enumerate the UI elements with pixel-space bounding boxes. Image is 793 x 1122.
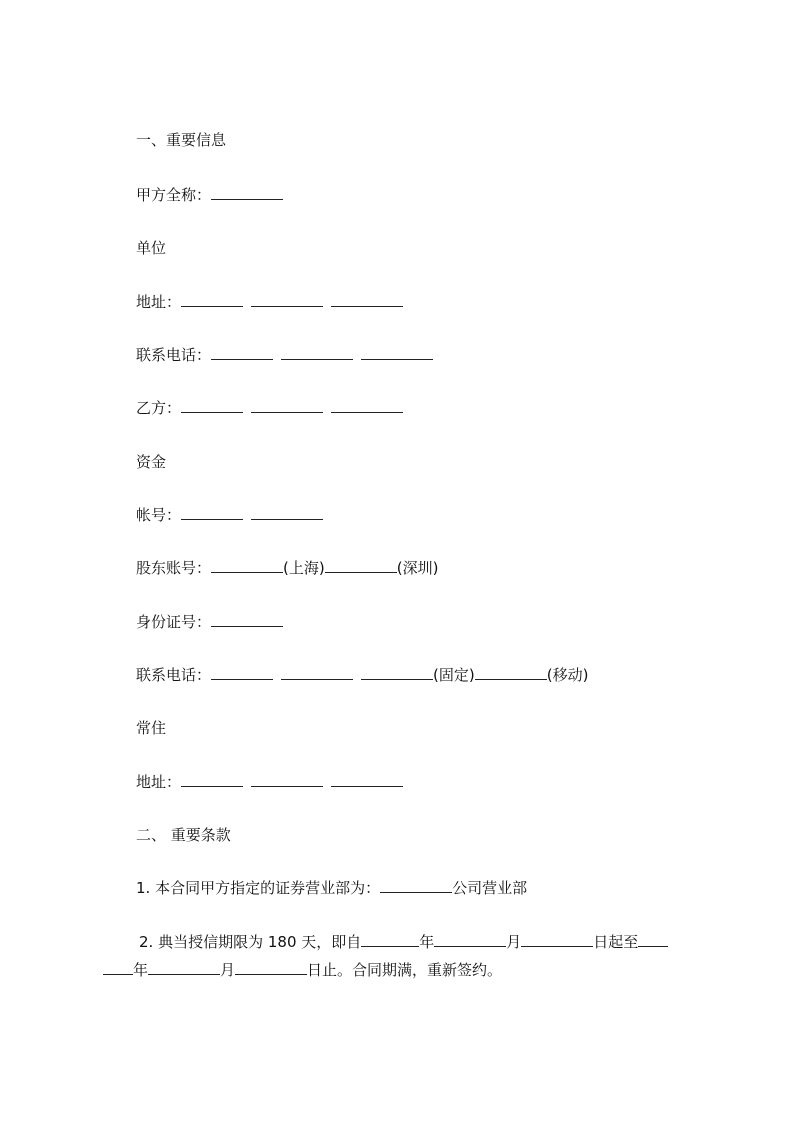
mobile-label: (移动) (546, 666, 589, 684)
party-a-full-name-label: 甲方全称： (136, 186, 212, 204)
clause1-num: 1. (136, 879, 151, 897)
clause1-text-before: 本合同甲方指定的证券营业部为： (155, 879, 381, 897)
capital-label: 资金 (136, 453, 167, 471)
party-b-blank-1[interactable] (181, 398, 243, 413)
end-day-label: 日止。合同期满，重新签约。 (307, 961, 503, 979)
start-day-label: 日起至 (593, 933, 639, 951)
phone-blank-2[interactable] (281, 345, 353, 360)
party-b-row (136, 398, 403, 418)
shareholder-account-row (136, 558, 438, 578)
end-month-label: 月 (220, 961, 236, 979)
party-b-blank-3[interactable] (331, 398, 403, 413)
party-a-phone-row (136, 345, 433, 365)
start-year-label: 年 (419, 933, 435, 951)
party-a-full-name-blank[interactable] (211, 185, 283, 200)
section2-title: 二、 重要条款 (136, 826, 231, 844)
shenzhen-label: (深圳) (396, 559, 439, 577)
shanghai-account-blank[interactable] (211, 558, 283, 573)
start-year-blank[interactable] (361, 932, 419, 947)
end-year-blank-part2[interactable] (103, 960, 133, 975)
start-day-blank[interactable] (521, 932, 593, 947)
end-year-blank-part1[interactable] (638, 932, 668, 947)
shanghai-label: (上海) (283, 559, 325, 577)
resident-address-blank-1[interactable] (181, 772, 243, 787)
resident-address-blank-3[interactable] (331, 772, 403, 787)
resident-label: 常住 (136, 719, 167, 737)
fixed-label: (固定) (433, 666, 475, 684)
party-b-phone-row (136, 665, 588, 685)
party-b-phone-blank-2[interactable] (281, 665, 353, 680)
start-month-blank[interactable] (434, 932, 506, 947)
section1-title: 一、重要信息 (136, 131, 227, 149)
party-a-phone-label: 联系电话： (136, 346, 212, 364)
phone-blank-1[interactable] (211, 345, 273, 360)
resident-address-row (136, 772, 403, 792)
account-label: 帐号： (136, 506, 182, 524)
account-blank-2[interactable] (251, 505, 323, 520)
clause2-paragraph (103, 928, 703, 984)
end-day-blank[interactable] (235, 960, 307, 975)
clause1-text-after: 公司营业部 (452, 879, 528, 897)
address-blank-2[interactable] (251, 292, 323, 307)
address-blank-1[interactable] (181, 292, 243, 307)
securities-dept-blank[interactable] (380, 878, 452, 893)
party-b-blank-2[interactable] (251, 398, 323, 413)
start-month-label: 月 (506, 933, 522, 951)
resident-address-label: 地址： (136, 773, 182, 791)
id-row (136, 612, 283, 632)
shenzhen-account-blank[interactable] (325, 558, 397, 573)
account-row (136, 505, 323, 525)
clause1-row (136, 878, 527, 898)
party-b-phone-blank-1[interactable] (211, 665, 273, 680)
clause2-text1: 典当授信期限为 180 天，即自 (158, 933, 362, 951)
resident-address-blank-2[interactable] (251, 772, 323, 787)
end-month-blank[interactable] (148, 960, 220, 975)
account-blank-1[interactable] (181, 505, 243, 520)
address-blank-3[interactable] (331, 292, 403, 307)
party-b-phone-label: 联系电话： (136, 666, 212, 684)
clause2-num: 2. (139, 933, 154, 951)
id-blank[interactable] (211, 612, 283, 627)
id-label: 身份证号： (136, 613, 212, 631)
end-year-label: 年 (133, 961, 149, 979)
party-b-phone-blank-3[interactable] (361, 665, 433, 680)
shareholder-label: 股东账号： (136, 559, 212, 577)
party-a-address-row (136, 292, 403, 312)
party-a-unit-label: 单位 (136, 239, 167, 257)
party-a-address-label: 地址： (136, 293, 182, 311)
phone-blank-3[interactable] (361, 345, 433, 360)
party-a-full-name-row (136, 185, 283, 205)
mobile-blank[interactable] (475, 665, 547, 680)
party-b-label: 乙方： (136, 399, 182, 417)
